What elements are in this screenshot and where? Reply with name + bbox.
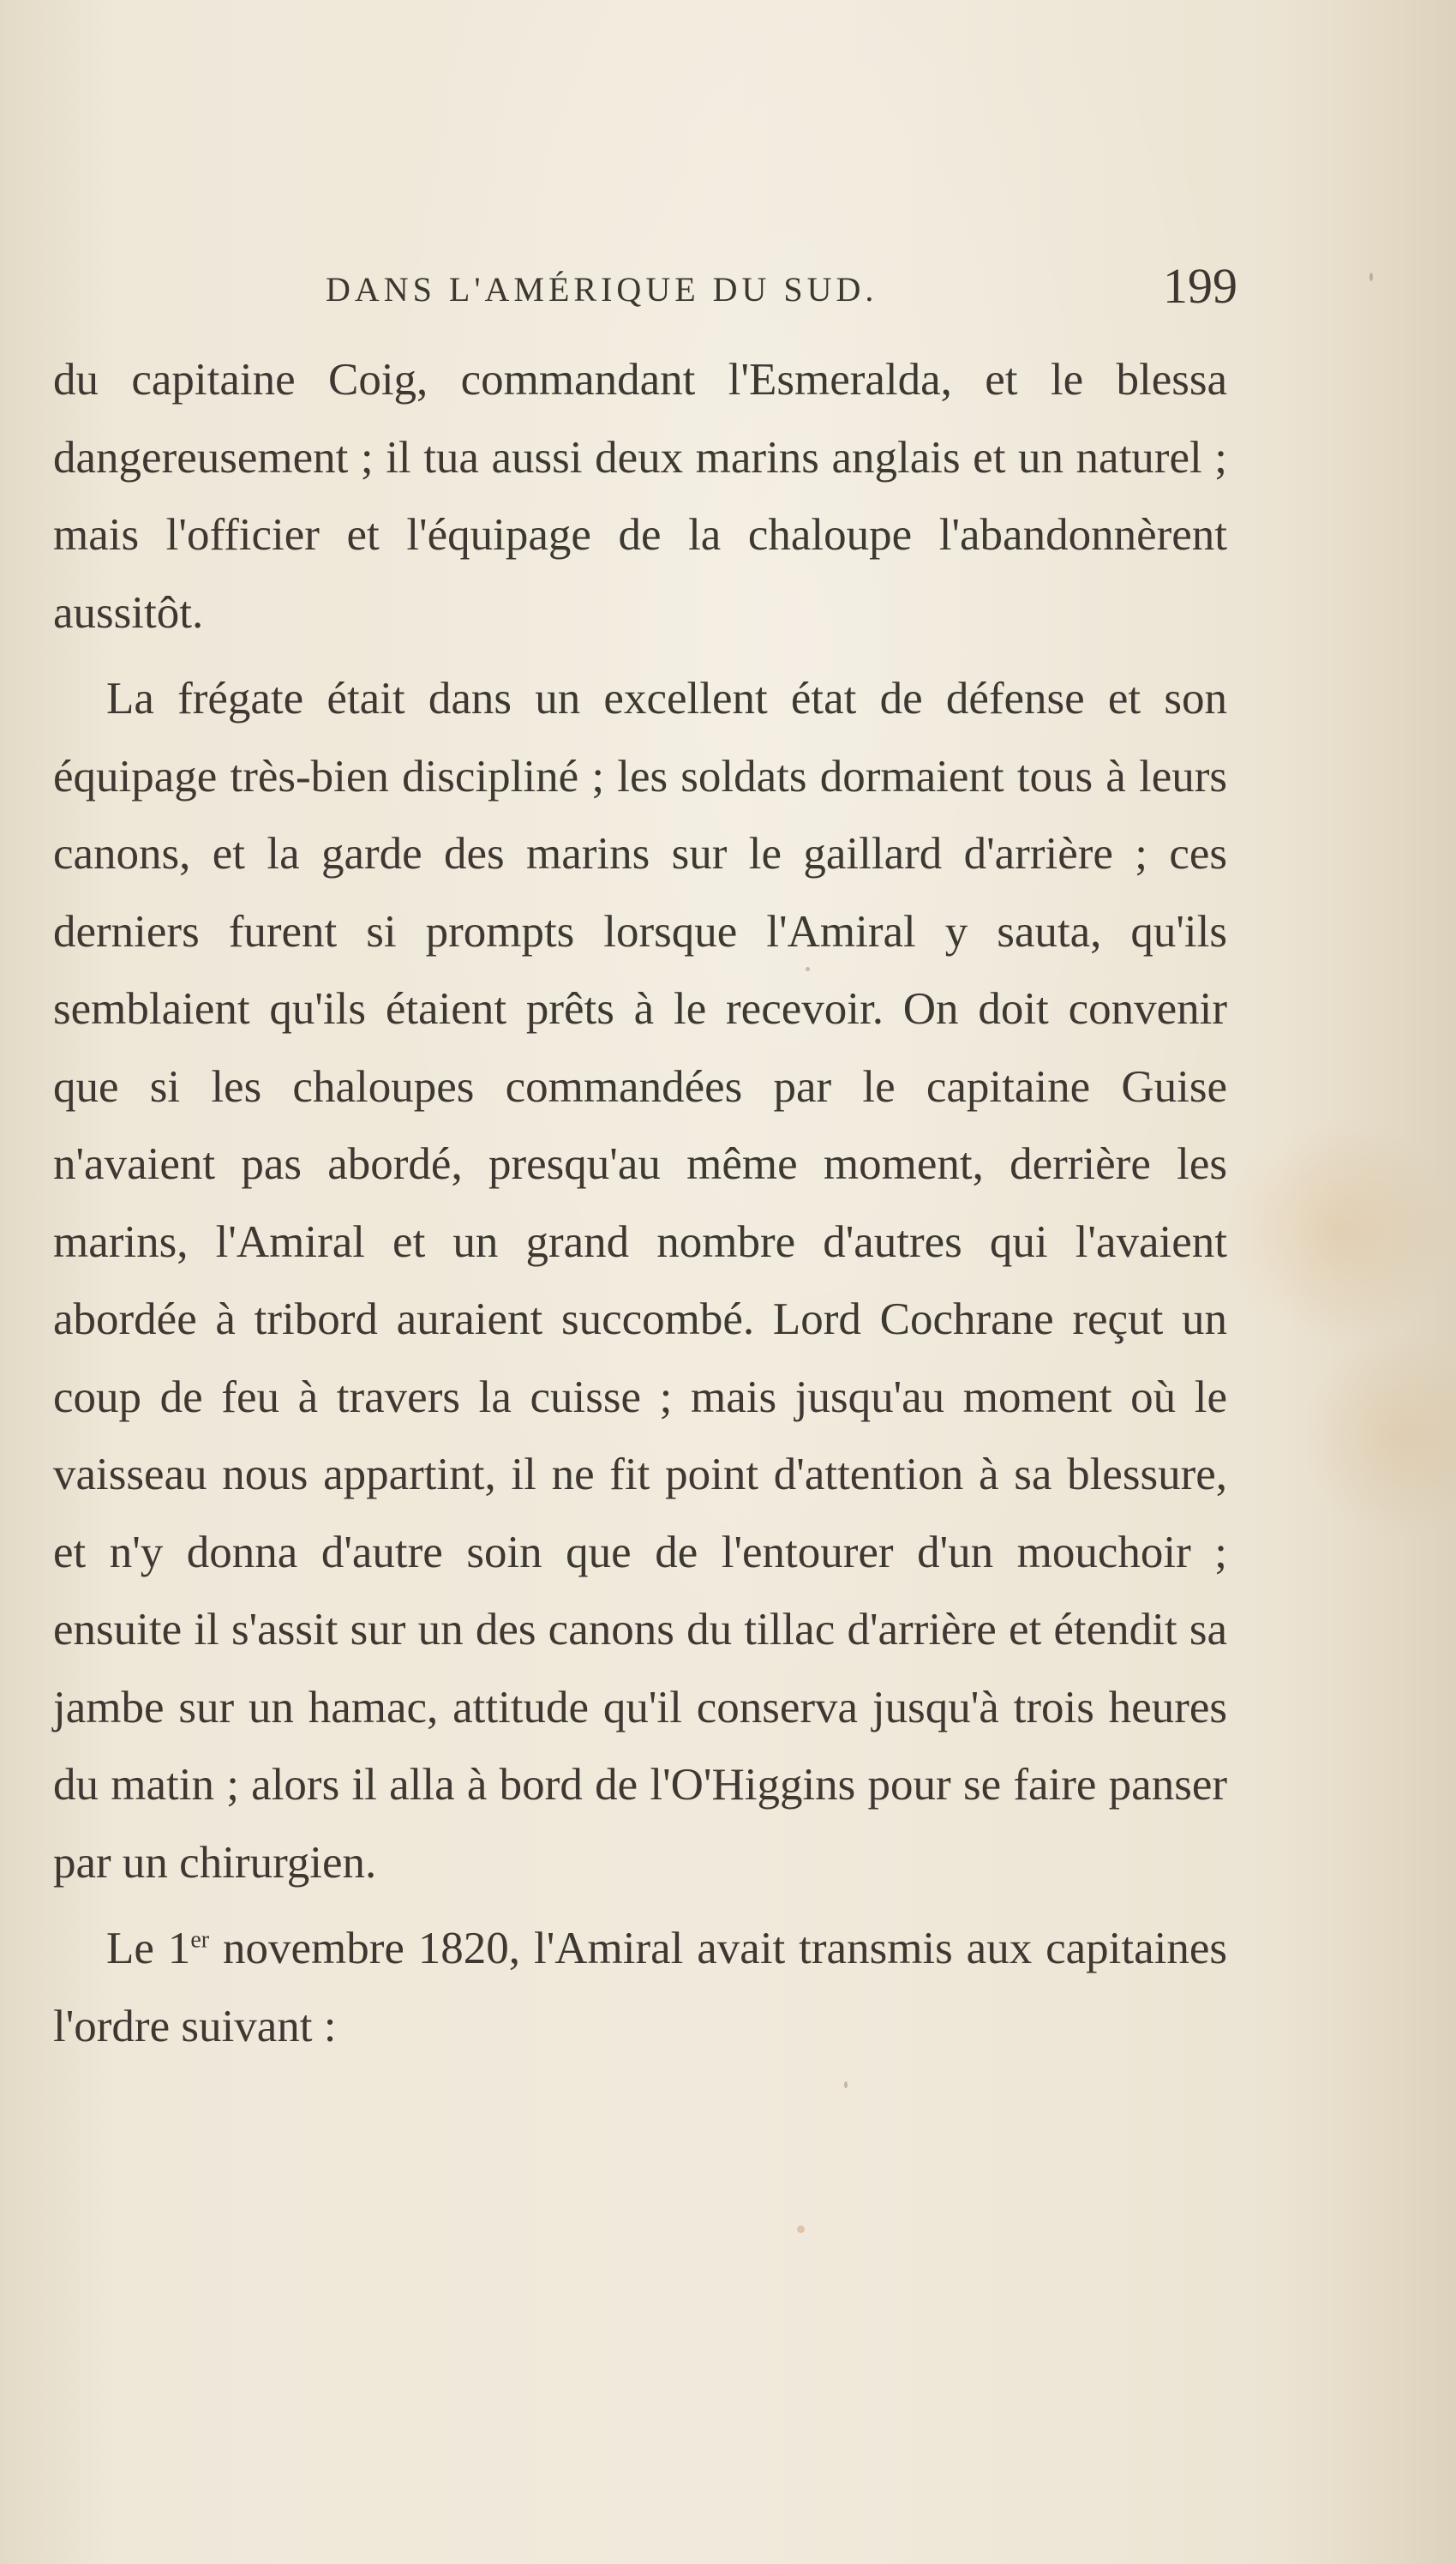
running-title: DANS L'AMÉRIQUE DU SUD. [326, 270, 878, 309]
paragraph-ordre-rest: novembre 1820, l'Amiral avait transmis aux capitaines l'ordre suivant : [53, 1924, 1227, 2051]
paragraph-ordre-start: Le 1 [106, 1924, 191, 1973]
paragraph-fregate: La frégate était dans un excellent état de défense et son équipage très-bien discipliné ; les soldats dormaient tous à leurs canons, et la garde des marins sur le gaillard d'arrière ; ces derniers furent si prompts lorsque l'Amiral y sauta, qu'ils semblaient qu'ils étaient prêts à le recevoir. On doit convenir que si les chaloupes commandées par le capitaine Guise n'avaient pas abordé, presqu'au même moment, derrière les marins, l'Amiral et un grand nombre d'autres qui l'avaient abordée à tribord auraient succombé. Lord Cochrane reçut un coup de feu à travers la cuisse ; mais jusqu'au moment où le vaisseau nous appartint, il ne fit point d'attention à sa blessure, et n'y donna d'autre soin que de l'entourer d'un mouchoir ; ensuite il s'assit sur un des canons du tillac d'arrière et étendit sa jambe sur un hamac, attitude qu'il conserva jusqu'à trois heures du matin ; alors il alla à bord de l'O'Higgins pour se faire panser par un chirurgien. [53, 674, 1227, 1888]
paper-speck [1369, 273, 1373, 281]
paper-speck [844, 2081, 848, 2088]
paragraph-ordre [53, 1910, 1227, 2065]
page-number: 199 [1163, 258, 1237, 314]
paper-speck [797, 2225, 805, 2233]
ordinal-superscript: er [190, 1926, 210, 1954]
running-head [53, 250, 1236, 319]
paper-speck [806, 967, 810, 971]
body-text [53, 341, 1227, 2065]
paragraph-continued: du capitaine Coig, commandant l'Esmeralda, et le blessa dangereusement ; il tua aussi deux marins anglais et un naturel ; mais l'officier et l'équipage de la chaloupe l'abandonnèrent aussitôt. [53, 355, 1227, 638]
